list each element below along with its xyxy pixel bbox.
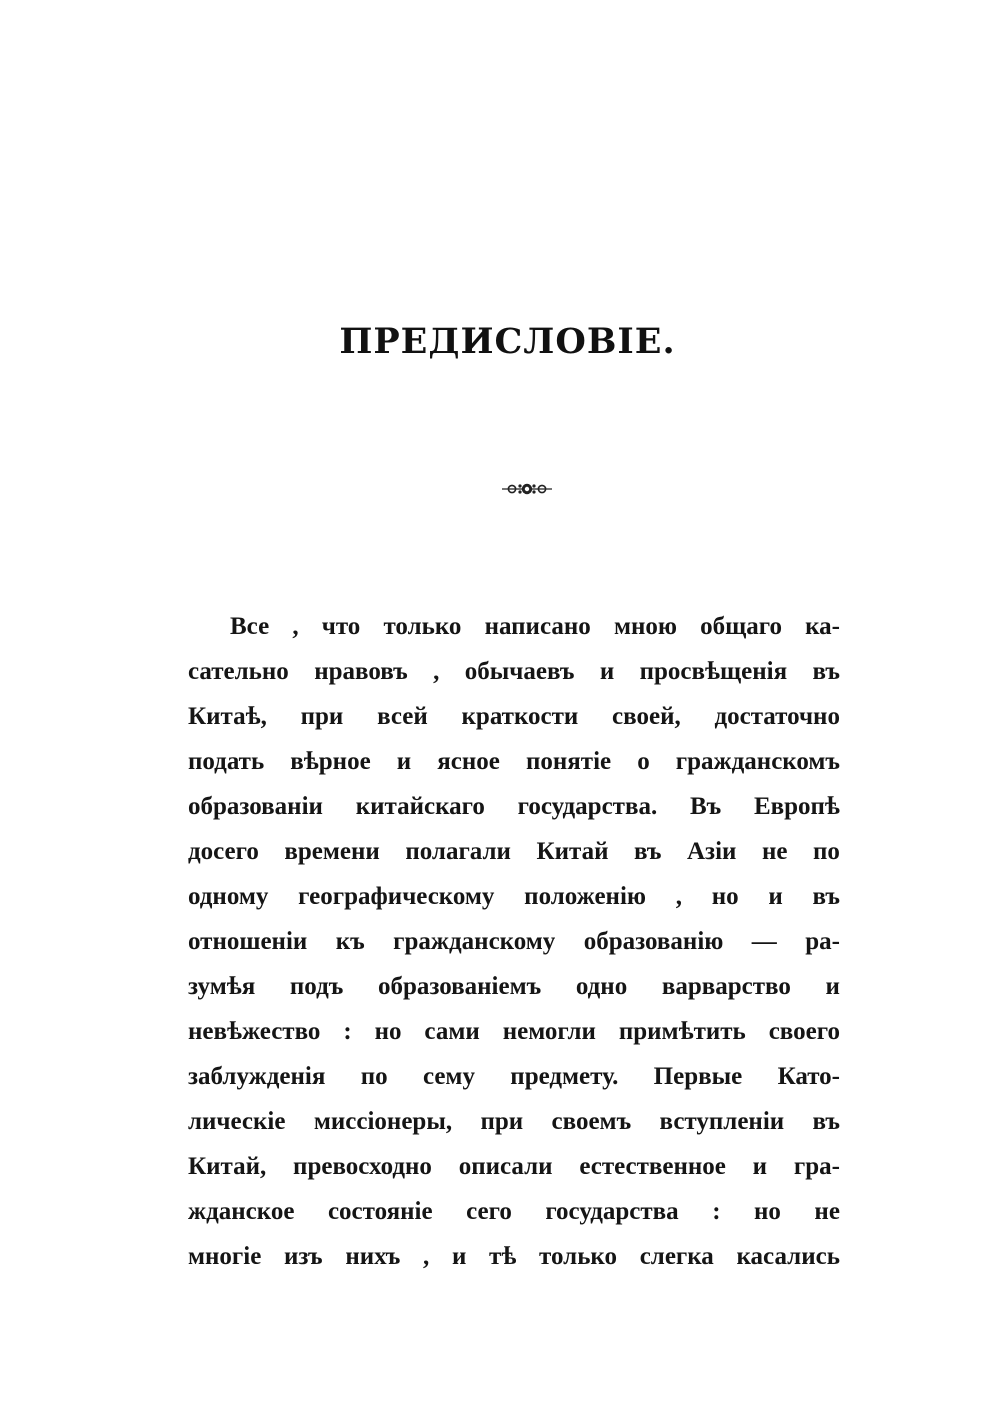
word: Азіи: [687, 838, 737, 865]
word: сами: [424, 1018, 480, 1045]
word: Китай: [536, 838, 609, 865]
word: только: [539, 1243, 617, 1270]
word: краткости: [461, 703, 579, 730]
text-line: [188, 964, 840, 1009]
word: по: [813, 838, 840, 865]
word: государства: [545, 1198, 679, 1225]
word: сательно: [188, 658, 289, 685]
word: превосходно: [293, 1153, 432, 1180]
word: что: [321, 613, 361, 640]
word: Въ: [689, 793, 722, 820]
word: образованію: [583, 928, 724, 955]
text-line: [188, 649, 840, 694]
text-line: [188, 1189, 840, 1234]
word: и: [451, 1243, 467, 1270]
word: и: [825, 973, 840, 1000]
word: подать: [188, 748, 265, 775]
word: только: [383, 613, 462, 640]
word: географическому: [298, 883, 495, 910]
word: подъ: [289, 973, 344, 1000]
word: просвѣщенія: [639, 658, 788, 685]
word: мною: [613, 613, 677, 640]
word: въ: [812, 1108, 840, 1135]
page-title: ПРЕДИСЛОВІЕ.: [339, 321, 676, 362]
word: немогли: [502, 1018, 596, 1045]
word: заблужденія: [188, 1063, 326, 1090]
word: ра-: [805, 928, 840, 955]
word: сему: [422, 1063, 475, 1090]
word: :: [343, 1018, 352, 1045]
word: ,: [433, 658, 440, 685]
word: въ: [634, 838, 662, 865]
word: гра-: [793, 1153, 840, 1180]
word: при: [480, 1108, 524, 1135]
word: и: [396, 748, 412, 775]
word: предмету.: [510, 1063, 619, 1090]
text-line: [188, 1144, 840, 1189]
text-line: [188, 1234, 840, 1279]
word: Европѣ: [753, 793, 840, 820]
word: одно: [575, 973, 628, 1000]
text-line: [188, 694, 840, 739]
text-line: [188, 604, 840, 649]
word: миссіонеры,: [313, 1108, 453, 1135]
word: сего: [466, 1198, 512, 1225]
word: слегка: [639, 1243, 714, 1270]
text-line: [188, 919, 840, 964]
word: своей,: [612, 703, 681, 730]
word: примѣтить: [618, 1018, 746, 1045]
word: вступленіи: [659, 1108, 785, 1135]
word: изъ: [284, 1243, 323, 1270]
text-line: [188, 1099, 840, 1144]
text-line: [188, 1054, 840, 1099]
text-line: [188, 739, 840, 784]
word: къ: [335, 928, 365, 955]
word: образованіемъ: [377, 973, 542, 1000]
text-line: [188, 829, 840, 874]
word: въ: [812, 883, 840, 910]
word: общаго: [700, 613, 782, 640]
word: ясное: [437, 748, 500, 775]
floral-ornament-icon: [500, 478, 554, 500]
word: состояніе: [327, 1198, 433, 1225]
word: досего: [188, 838, 259, 865]
word: въ: [812, 658, 840, 685]
word: Китаѣ,: [188, 703, 267, 730]
word: Все: [230, 613, 270, 640]
word: полагали: [405, 838, 511, 865]
word: времени: [284, 838, 380, 865]
word: Китай,: [188, 1153, 267, 1180]
word: Первые: [653, 1063, 743, 1090]
word: отношеніи: [188, 928, 308, 955]
word: понятіе: [525, 748, 612, 775]
word: варварство: [661, 973, 791, 1000]
word: ка-: [805, 613, 840, 640]
word: образованіи: [188, 793, 323, 820]
word: положенію: [524, 883, 646, 910]
word: вѣрное: [290, 748, 371, 775]
word: касались: [736, 1243, 840, 1270]
word: но: [711, 883, 739, 910]
word: естественное: [579, 1153, 726, 1180]
word: всей: [377, 703, 428, 730]
word: одному: [188, 883, 269, 910]
word: зумѣя: [188, 973, 256, 1000]
word: не: [814, 1198, 840, 1225]
word: государства.: [517, 793, 658, 820]
word: тѣ: [489, 1243, 517, 1270]
word: своемъ: [551, 1108, 632, 1135]
preface-paragraph: [188, 604, 840, 1279]
word: и: [599, 658, 615, 685]
word: Като-: [777, 1063, 840, 1090]
word: гражданскому: [393, 928, 556, 955]
word: жданское: [188, 1198, 295, 1225]
word: достаточно: [714, 703, 840, 730]
word: ,: [422, 1243, 430, 1270]
word: ,: [292, 613, 299, 640]
word: написано: [484, 613, 591, 640]
word: но: [754, 1198, 781, 1225]
word: описали: [458, 1153, 553, 1180]
word: :: [712, 1198, 721, 1225]
word: о: [637, 748, 650, 775]
word: гражданскомъ: [675, 748, 840, 775]
word: нихъ: [345, 1243, 401, 1270]
word: но: [374, 1018, 402, 1045]
word: ,: [675, 883, 682, 910]
word: многіе: [188, 1243, 262, 1270]
text-line: [188, 784, 840, 829]
word: обычаевъ: [464, 658, 575, 685]
word: при: [300, 703, 344, 730]
text-line: [188, 1009, 840, 1054]
word: —: [751, 928, 777, 955]
word: нравовъ: [314, 658, 408, 685]
word: и: [768, 883, 783, 910]
word: по: [360, 1063, 388, 1090]
text-line: [188, 874, 840, 919]
word: своего: [768, 1018, 840, 1045]
word: не: [761, 838, 788, 865]
word: китайскаго: [355, 793, 485, 820]
word: и: [752, 1153, 768, 1180]
word: лическіе: [188, 1108, 286, 1135]
word: невѣжество: [188, 1018, 321, 1045]
